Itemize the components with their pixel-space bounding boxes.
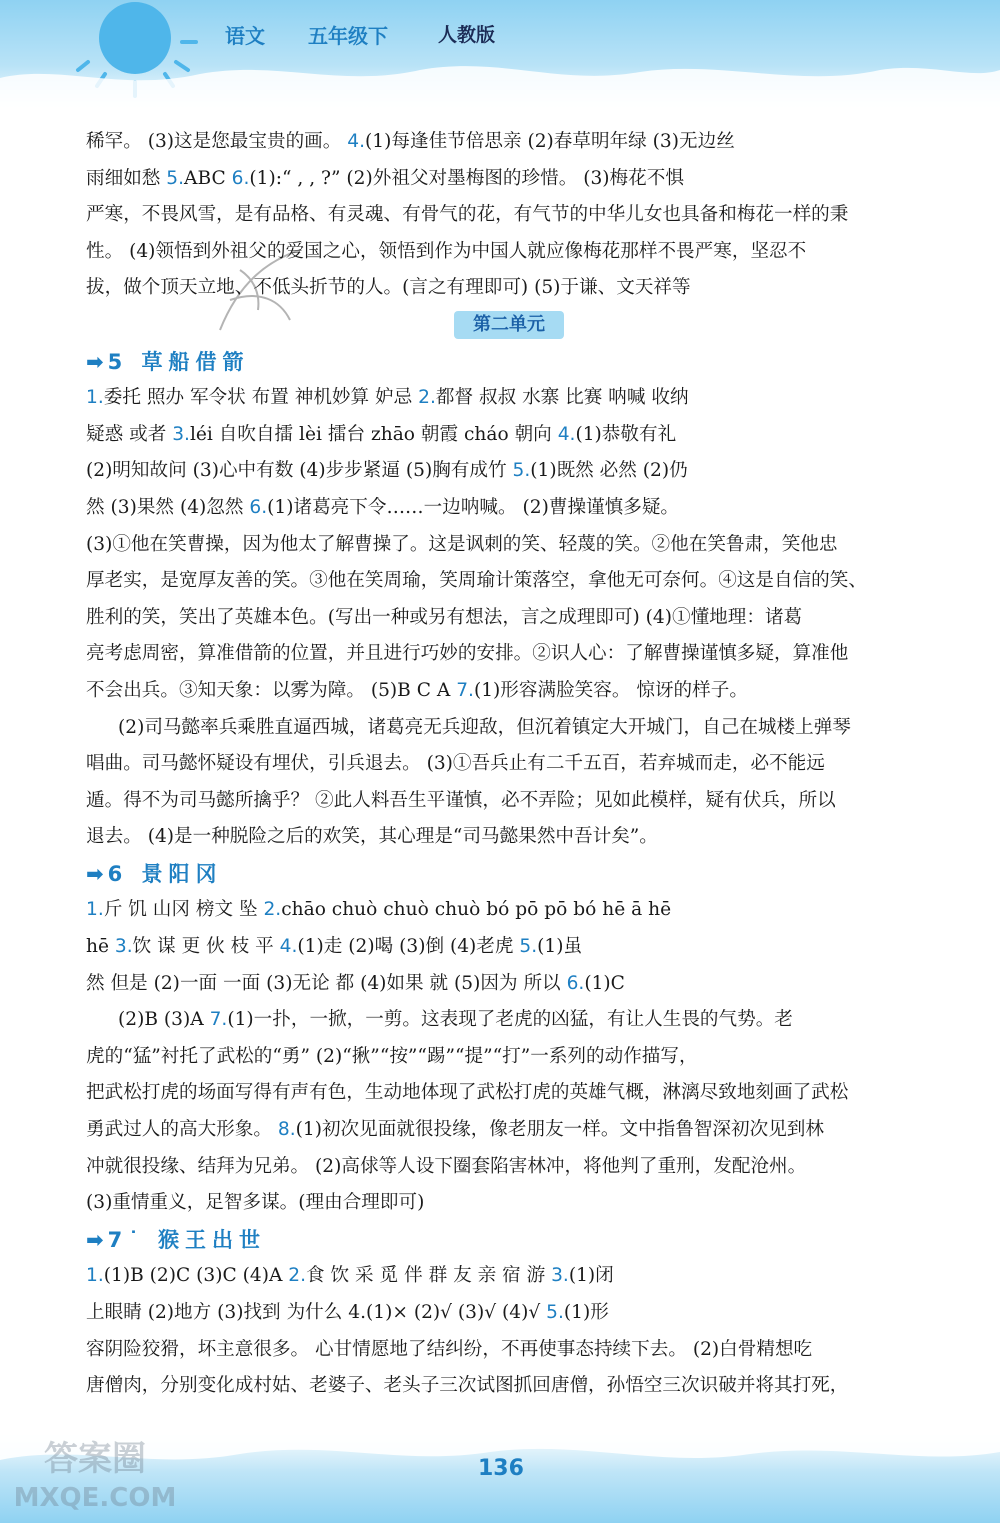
arrow-right-icon: ➡ [86, 861, 104, 886]
text-line: (3)重情重义，足智多谋。(理由合理即可) [86, 1192, 425, 1214]
text-line: 容阴险狡猾，坏主意很多。 心甘情愿地了结纠纷，不再使事态持续下去。 (2)白骨精想吃 [86, 1338, 813, 1360]
text-line: (2)明知故问 (3)心中有数 (4)步步紧逼 (5)胸有成竹 5.(1)既然 必然 (2)仍 [86, 460, 688, 482]
text-line: 拔，做个顶天立地、不低头折节的人。(言之有理即可) (5)于谦、文天祥等 [86, 277, 691, 299]
watermark-logo [0, 1430, 190, 1514]
section-header [86, 307, 938, 344]
text-line: 上眼睛 (2)地方 (3)找到 为什么 4.(1)× (2)√ (3)√ (4)√ 5.(1)形 [86, 1302, 609, 1323]
text-line: 厚老实，是宽厚友善的笑。③他在笑周瑜，笑周瑜计策落空，拿他无可奈何。④这是自信的笑、 [86, 570, 867, 592]
text-line: 虎的“猛”衬托了武松的“勇” (2)“揪”“按”“踢”“提”“打”一系列的动作描写， [86, 1045, 698, 1067]
header-decoration [0, 0, 1000, 110]
header-grade: 五年级下 [308, 24, 388, 48]
text-line: (2)司马懿率兵乘胜直逼西城，诸葛亮无兵迎敌，但沉着镇定大开城门，自己在城楼上弹琴 [118, 716, 851, 738]
text-line: 唐僧肉，分别变化成村姑、老婆子、老头子三次试图抓回唐僧，孙悟空三次识破并将其打死， [86, 1375, 849, 1397]
text-line: 1.斤 饥 山冈 榜文 坠 2.chāo chuò chuò chuò bó pō pō bó hē ā hē [86, 899, 672, 921]
text-line: 唱曲。司马懿怀疑设有埋伏，引兵退去。 (3)①吾兵止有二千五百，若弃城而走，必不能远 [86, 753, 825, 775]
sun-icon [99, 2, 171, 74]
text-line: 遁。得不为司马懿所擒乎？ ②此人料吾生平谨慎，必不弄险；见如此模样，疑有伏兵，所以 [86, 789, 836, 811]
text-line: 然 但是 (2)一面 一面 (3)无论 都 (4)如果 就 (5)因为 所以 6.(1)C [86, 972, 625, 994]
arrow-right-icon: ➡ [86, 349, 104, 374]
svg-text:答案圈: 答案圈 [44, 1439, 146, 1479]
page-header [0, 0, 1000, 110]
lesson-title: ➡ 6 景阳冈 [86, 861, 223, 886]
arrow-right-icon: ➡ [86, 1227, 104, 1252]
text-line: 冲就很投缘、结拜为兄弟。 (2)高俅等人设下圈套陷害林冲，将他判了重刑，发配沧州。 [86, 1155, 807, 1177]
lesson-title: ➡ 5 草船借箭 [86, 349, 250, 374]
text-line: 1.(1)B (2)C (3)C (4)A 2.食 饮 采 觅 伴 群 友 亲 宿 游 3.(1)闭 [86, 1265, 614, 1287]
text-line: 1.委托 照办 军令状 布置 神机妙算 妒忌 2.都督 叔叔 水寨 比赛 呐喊 收纳 [86, 387, 689, 409]
text-line: 性。 (4)领悟到外祖父的爱国之心，领悟到作为中国人就应像梅花那样不畏严寒，坚忍不 [86, 240, 807, 262]
text-line: 然 (3)果然 (4)忽然 6.(1)诸葛亮下令……一边呐喊。 (2)曹操谨慎多疑。 [86, 496, 680, 518]
text-line: 不会出兵。③知天象：以雾为障。 (5)B C A 7.(1)形容满脸笑容。 惊讶的样子。 [86, 679, 748, 701]
header-subject: 语文 [225, 24, 265, 48]
text-line: 稀罕。 (3)这是您最宝贵的画。 4.(1)每逢佳节倍思亲 (2)春草明年绿 (3)无边丝 [86, 131, 735, 152]
text-line: (2)B (3)A 7.(1)一扑，一掀，一剪。这表现了老虎的凶猛，有让人生畏的气势。老 [118, 1009, 793, 1031]
page-number: 136 [478, 1456, 524, 1481]
header-edition: 人教版 [438, 24, 496, 46]
text-line: 亮考虑周密，算准借箭的位置，并且进行巧妙的安排。②识人心：了解曹操谨慎多疑，算准他 [86, 643, 849, 665]
text-line: (3)①他在笑曹操，因为他太了解曹操了。这是讽刺的笑、轻蔑的笑。②他在笑鲁肃，笑他忠 [86, 533, 838, 555]
text-line: 勇武过人的高大形象。 8.(1)初次见面就很投缘，像老朋友一样。文中指鲁智深初次见到林 [86, 1119, 824, 1141]
section-title: 第二单元 [454, 311, 564, 339]
text-line: 严寒，不畏风雪，是有品格、有灵魂、有骨气的花，有气节的中华儿女也具备和梅花一样的秉 [86, 204, 849, 226]
answer-content [86, 124, 938, 1405]
text-line: 雨细如愁 5.ABC 6.(1):“ , , ?” (2)外祖父对墨梅图的珍惜。 (3)梅花不惧 [86, 167, 684, 189]
svg-text:MXQE.COM: MXQE.COM [13, 1483, 177, 1513]
text-line: 退去。 (4)是一种脱险之后的欢笑，其心理是“司马懿果然中吾计矣”。 [86, 826, 658, 848]
text-line: 胜利的笑，笑出了英雄本色。(写出一种或另有想法，言之成理即可) (4)①懂地理：诸葛 [86, 606, 803, 628]
lesson-title: ➡ 7˙ 猴王出世 [86, 1227, 267, 1252]
text-line: hē 3.饮 谋 更 伙 枝 平 4.(1)走 (2)喝 (3)倒 (4)老虎 5.(1)虽 [86, 936, 583, 958]
page-footer [0, 1430, 1000, 1523]
text-line: 把武松打虎的场面写得有声有色，生动地体现了武松打虎的英雄气概，淋漓尽致地刻画了武松 [86, 1082, 849, 1104]
text-line: 疑惑 或者 3.léi 自吹自擂 lèi 擂台 zhāo 朝霞 cháo 朝向 4.(1)恭敬有礼 [86, 423, 677, 445]
